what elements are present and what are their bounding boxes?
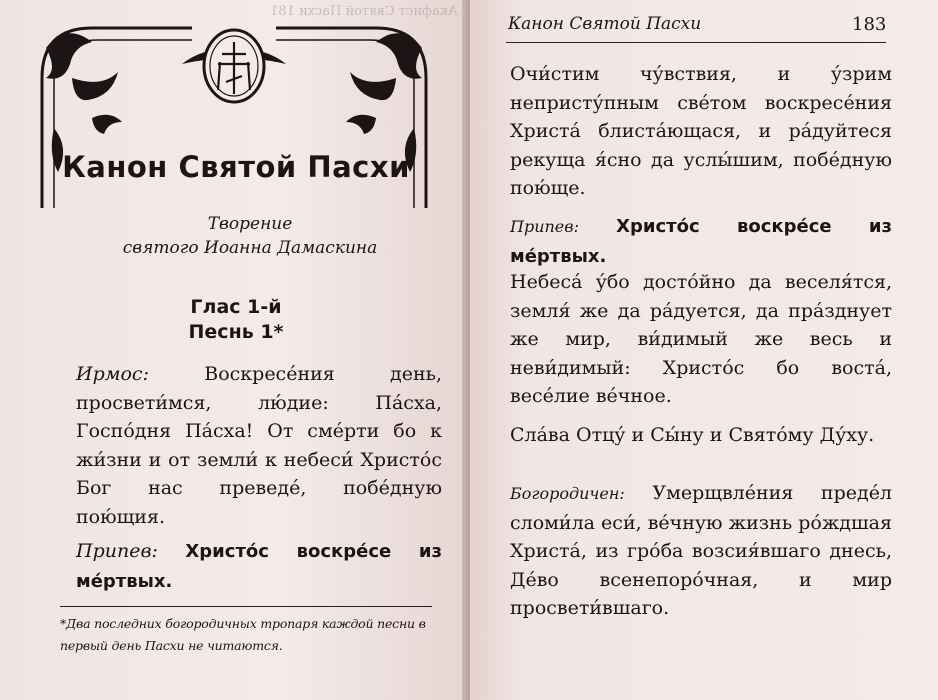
tone-heading: Глас 1-й bbox=[190, 296, 282, 318]
refrain-text-right: Христо́с воскре́се из ме́ртвых. bbox=[510, 216, 892, 267]
canon-title: Канон Святой Пасхи bbox=[62, 150, 410, 184]
left-page bbox=[0, 0, 466, 700]
header-divider bbox=[506, 42, 886, 43]
bleed-through-text: Акафист Святой Пасхи 181 bbox=[270, 4, 458, 19]
authorship-line-2: святого Иоанна Дамаскина bbox=[122, 238, 378, 258]
refrain-paragraph-right bbox=[510, 212, 892, 271]
page-number: 183 bbox=[852, 14, 887, 35]
irmos-text: Воскресе́ния день, просвети́мся, лю́дие: Па́сха, Госпо́дня Па́сха! От сме́рти бо к жи́зни и от земли́ к небеси́ Христо́с Бог нас преведе́, побе́дную пою́щия. bbox=[76, 363, 442, 528]
refrain-paragraph bbox=[76, 537, 442, 596]
irmos-paragraph bbox=[76, 360, 442, 531]
running-head: Канон Святой Пасхи bbox=[508, 14, 702, 34]
theotokion-label: Богородичен: bbox=[510, 484, 625, 503]
tone-and-ode-heading bbox=[36, 295, 436, 345]
theotokion-text: Умерщвле́ния преде́л сломи́ла еси́, ве́чную жизнь ро́ждшая Христа́, из гро́ба возсия́вшаго днесь, Де́во всенепоро́чная, и мир просвети́вшаго. bbox=[510, 482, 893, 619]
authorship-line-1: Творение bbox=[207, 214, 293, 234]
footnote-divider bbox=[60, 606, 432, 607]
verse-paragraph-2: Небеса́ у́бо досто́йно да веселя́тся, земля́ же да ра́дуется, да пра́зднует же мир, ви́димый же весь и неви́димый: Христо́с бо воста́, весе́лие ве́чное. bbox=[510, 271, 892, 407]
authorship-note bbox=[100, 212, 400, 260]
verse-paragraph-1: Очи́стим чу́вствия, и у́зрим непристу́пным све́том воскресе́ния Христа́ блиста́ющася, и ра́дуйтеся рекуща я́сно да услы́шим, побе́дную пою́ще. bbox=[510, 63, 892, 199]
ode-heading: Песнь 1* bbox=[188, 321, 284, 343]
theotokion-paragraph bbox=[510, 479, 892, 623]
refrain-label-right: Припев: bbox=[510, 217, 579, 236]
refrain-label: Припев: bbox=[76, 540, 158, 562]
irmos-label: Ирмос: bbox=[76, 363, 149, 385]
footnote: *Два последних богородичных тропаря каждой песни в первый день Пасхи не читаются. bbox=[60, 616, 426, 653]
glory-paragraph: Сла́ва Отцу́ и Сы́ну и Свято́му Ду́ху. bbox=[510, 424, 875, 446]
refrain-text: Христо́с воскре́се из ме́ртвых. bbox=[76, 541, 443, 592]
